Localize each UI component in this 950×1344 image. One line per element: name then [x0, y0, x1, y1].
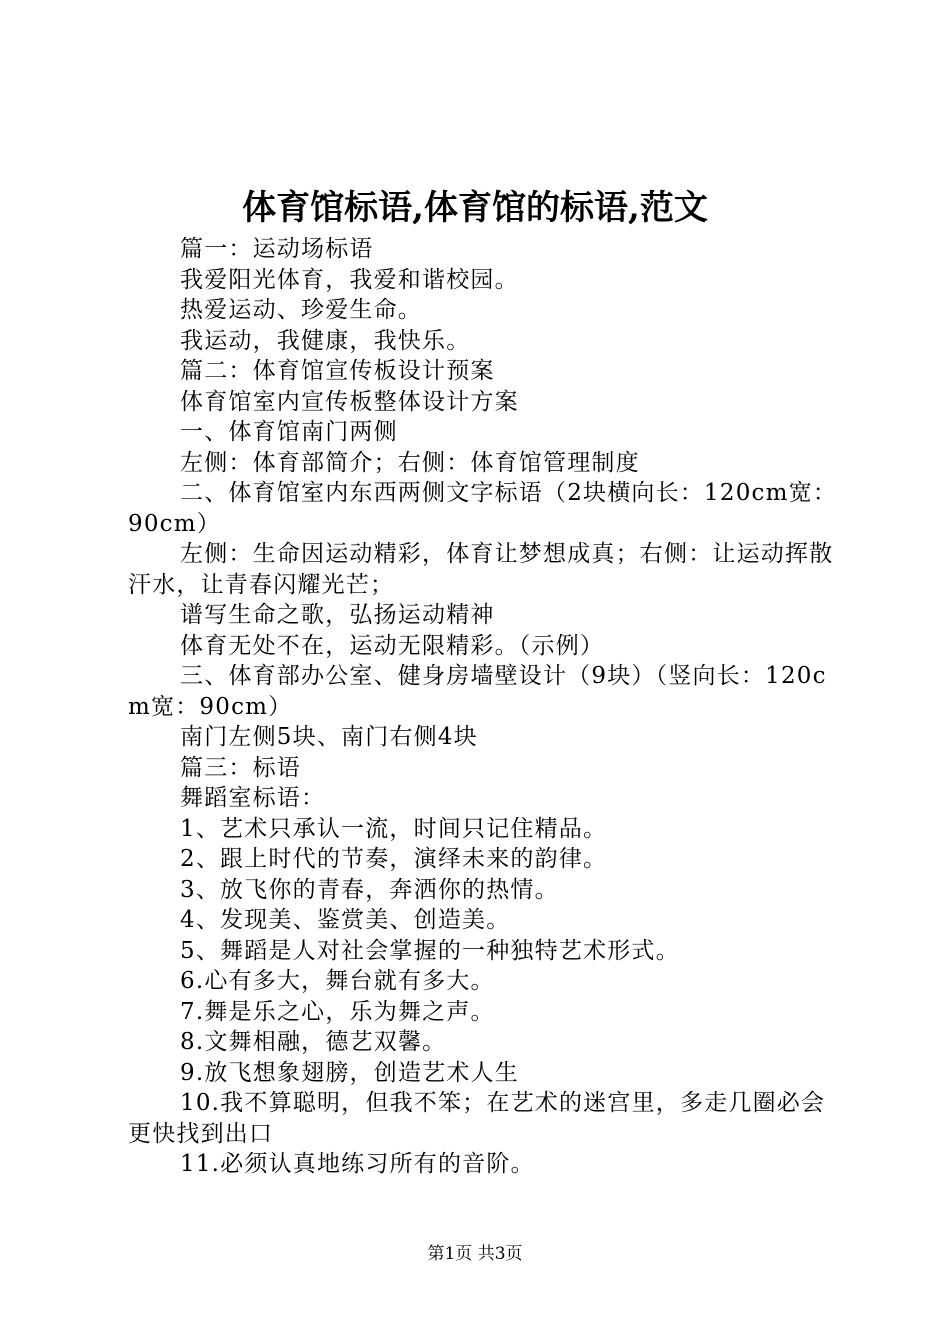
paragraph: 左侧：生命因运动精彩，体育让梦想成真；右侧：让运动挥散汗水，让青春闪耀光芒； [128, 541, 834, 598]
paragraph: 篇二：体育馆宣传板设计预案 [180, 358, 495, 384]
paragraph: 二、体育馆室内东西两侧文字标语（2块横向长：120cm宽：90cm） [128, 480, 838, 537]
document-title: 体育馆标语,体育馆的标语,范文 [242, 188, 708, 228]
paragraph: 三、体育部办公室、健身房墙壁设计（9块）（竖向长：120cm宽：90cm） [128, 663, 827, 720]
paragraph: 8.文舞相融，德艺双馨。 [180, 1029, 447, 1055]
paragraph: 篇三：标语 [180, 754, 301, 781]
paragraph: 3、放飞你的青春，奔洒你的热情。 [180, 876, 559, 903]
paragraph: 10.我不算聪明，但我不笨；在艺术的迷宫里，多走几圈必会更快找到出口 [128, 1090, 826, 1147]
paragraph: 舞蹈室标语： [180, 785, 326, 811]
paragraph: 7.舞是乐之心，乐为舞之声。 [180, 998, 495, 1025]
paragraph: 我爱阳光体育，我爱和谐校园。 [180, 266, 519, 293]
paragraph: 左侧：体育部简介；右侧：体育馆管理制度 [180, 449, 640, 476]
paragraph: 一、体育馆南门两侧 [180, 419, 398, 445]
paragraph: 11.必须认真地练习所有的音阶。 [180, 1151, 535, 1177]
paragraph: 体育馆室内宣传板整体设计方案 [180, 388, 519, 415]
paragraph: 9.放飞想象翅膀，创造艺术人生 [180, 1059, 519, 1086]
paragraph: 篇一：运动场标语 [180, 236, 374, 262]
paragraph: 谱写生命之歌，弘扬运动精神 [180, 602, 495, 628]
paragraph: 我运动，我健康，我快乐。 [180, 327, 471, 354]
document-body [128, 234, 840, 1180]
paragraph: 南门左侧5块、南门右侧4块 [180, 724, 478, 750]
paragraph: 体育无处不在，运动无限精彩。（示例） [180, 632, 605, 659]
paragraph: 5、舞蹈是人对社会掌握的一种独特艺术形式。 [180, 937, 680, 964]
paragraph: 1、艺术只承认一流，时间只记住精品。 [180, 815, 608, 842]
paragraph: 2、跟上时代的节奏，演绎未来的韵律。 [180, 846, 608, 872]
paragraph: 热爱运动、珍爱生命。 [180, 297, 422, 323]
paragraph: 6.心有多大，舞台就有多大。 [180, 968, 495, 994]
paragraph: 4、发现美、鉴赏美、创造美。 [180, 907, 511, 933]
page-footer: 第1页 共3页 [427, 1244, 523, 1264]
